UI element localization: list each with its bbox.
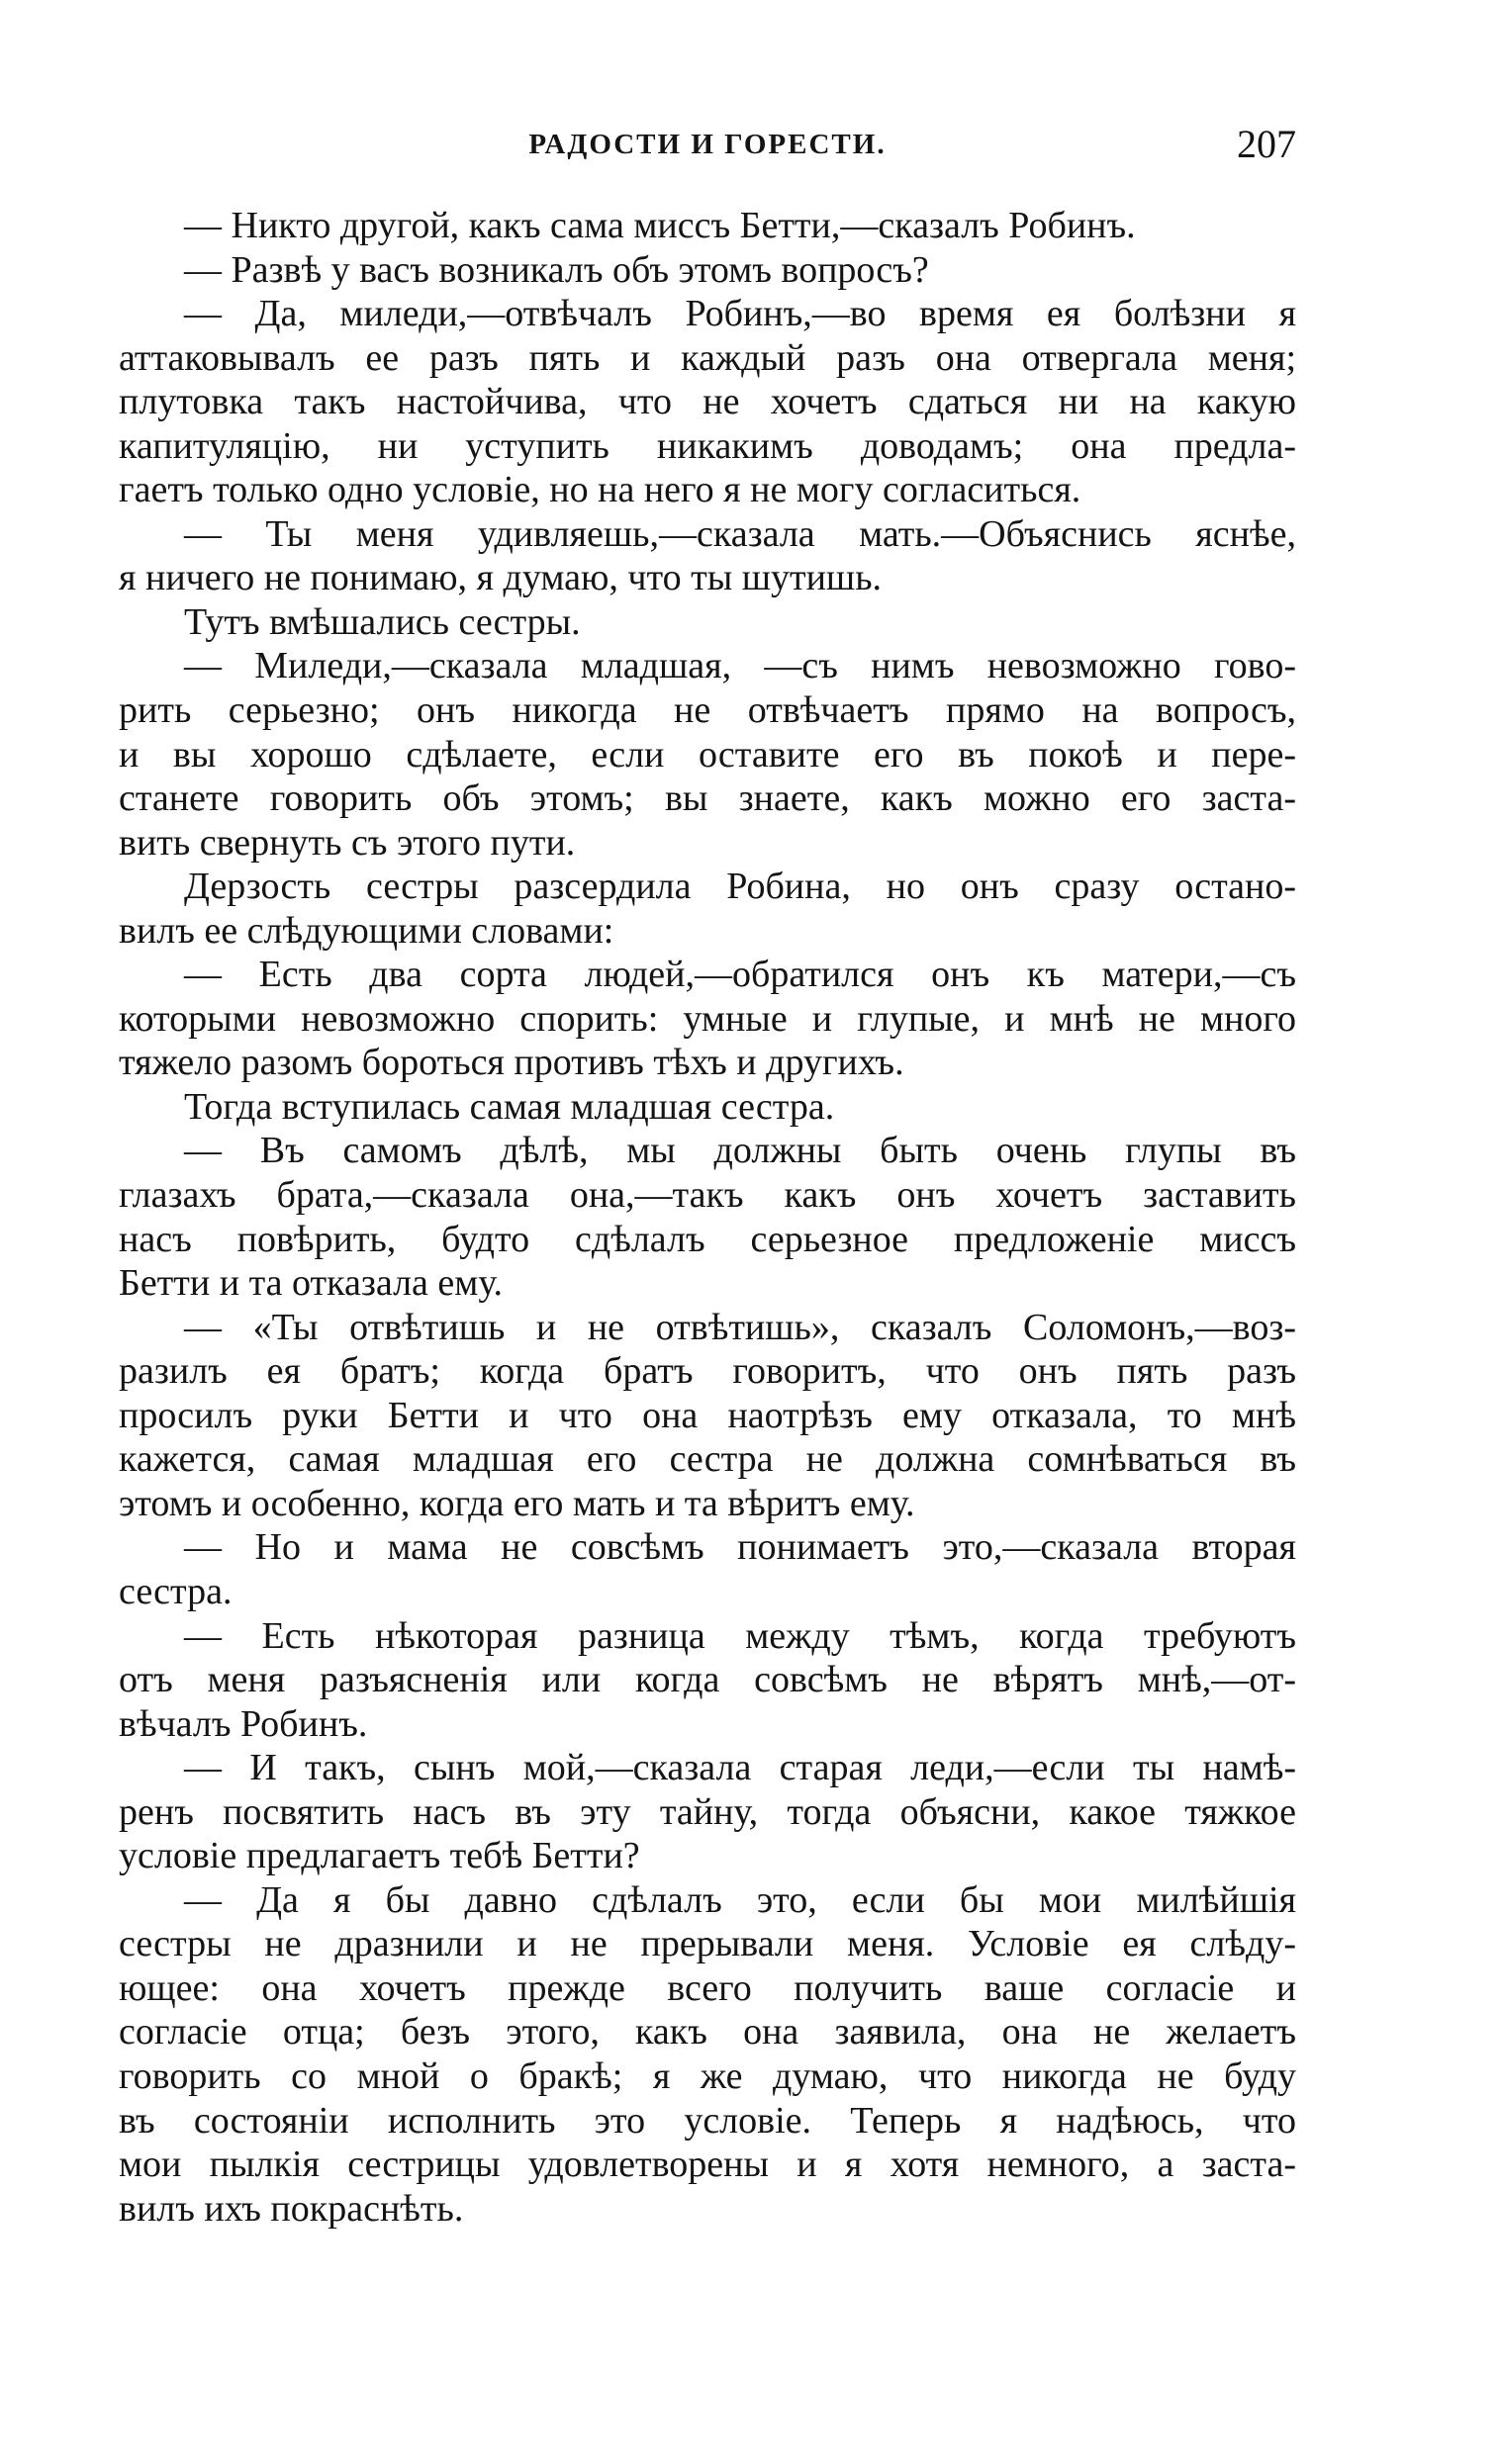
text-line: вить свернуть съ этого пути. bbox=[119, 821, 576, 864]
text-line: Дерзость сестры разсердила Робина, но онъ сразу остано- bbox=[184, 866, 1296, 908]
text-line: тяжело разомъ бороться противъ тѣхъ и другихъ. bbox=[119, 1042, 904, 1084]
text-line: этомъ и особенно, когда его мать и та вѣритъ ему. bbox=[119, 1482, 915, 1524]
text-line: вилъ ихъ покраснѣть. bbox=[119, 2187, 464, 2230]
text-line: въ состояніи исполнить это условіе. Теперь я надѣюсь, что bbox=[119, 2099, 1296, 2142]
text-line: Тутъ вмѣшались сестры. bbox=[184, 600, 581, 643]
text-line: — Да я бы давно сдѣлалъ это, если бы мои милѣйшія bbox=[184, 1878, 1296, 1921]
text-line: — Никто другой, какъ сама миссъ Бетти,—сказалъ Робинъ. bbox=[184, 205, 1136, 246]
text-line: Бетти и та отказала ему. bbox=[119, 1262, 504, 1305]
text-line: — Да, миледи,—отвѣчалъ Робинъ,—во время ея болѣзни я bbox=[184, 293, 1296, 335]
text-line: просилъ руки Бетти и что она наотрѣзъ ему отказала, то мнѣ bbox=[119, 1394, 1296, 1436]
text-line: условіе предлагаетъ тебѣ Бетти? bbox=[119, 1835, 640, 1877]
text-line: ющее: она хочетъ прежде всего получить ваше согласіе и bbox=[119, 1966, 1296, 2009]
running-title: РАДОСТИ И ГОРЕСТИ. bbox=[528, 129, 887, 160]
text-line: аттаковывалъ ее разъ пять и каждый разъ она отвергала меня; bbox=[119, 336, 1296, 379]
text-line: — Развѣ у васъ возникалъ объ этомъ вопросъ? bbox=[184, 248, 929, 291]
text-line: — И такъ, сынъ мой,—сказала старая леди,—если ты намѣ- bbox=[184, 1747, 1296, 1789]
text-line: вѣчалъ Робинъ. bbox=[119, 1702, 368, 1745]
text-line: — Есть два сорта людей,—обратился онъ къ матери,—съ bbox=[184, 954, 1296, 996]
text-line: рить серьезно; онъ никогда не отвѣчаетъ прямо на вопросъ, bbox=[119, 689, 1296, 732]
text-line: — Миледи,—сказала младшая, —съ нимъ невозможно гово- bbox=[184, 645, 1296, 687]
text-line: гаетъ только одно условіе, но на него я не могу согласиться. bbox=[119, 469, 1081, 511]
text-line: и вы хорошо сдѣлаете, если оставите его въ покоѣ и пере- bbox=[119, 733, 1296, 776]
text-line: отъ меня разъясненія или когда совсѣмъ не вѣрятъ мнѣ,—от- bbox=[119, 1659, 1296, 1701]
text-line: я ничего не понимаю, я думаю, что ты шутишь. bbox=[119, 557, 883, 599]
text-line: станете говорить объ этомъ; вы знаете, какъ можно его заста- bbox=[119, 777, 1296, 820]
page-header bbox=[119, 121, 1296, 182]
text-line: — Ты меня удивляешь,—сказала мать.—Объяснись яснѣе, bbox=[184, 512, 1296, 555]
body-text bbox=[119, 204, 1296, 2231]
text-line: согласіе отца; безъ этого, какъ она заявила, она не желаетъ bbox=[119, 2011, 1296, 2053]
text-line: глазахъ брата,—сказала она,—такъ какъ онъ хочетъ заставить bbox=[119, 1174, 1296, 1217]
text-line: — Есть нѣкоторая разница между тѣмъ, когда требуютъ bbox=[184, 1614, 1296, 1657]
text-line: — Но и мама не совсѣмъ понимаетъ это,—сказала вторая bbox=[184, 1526, 1296, 1569]
text-line: насъ повѣрить, будто сдѣлалъ серьезное предложеніе миссъ bbox=[119, 1218, 1296, 1260]
text-line: разилъ ея братъ; когда братъ говоритъ, что онъ пять разъ bbox=[119, 1350, 1296, 1393]
page-number: 207 bbox=[1237, 122, 1296, 166]
text-line: — Въ самомъ дѣлѣ, мы должны быть очень глупы въ bbox=[184, 1130, 1296, 1172]
text-line: — «Ты отвѣтишь и не отвѣтишь», сказалъ Соломонъ,—воз- bbox=[184, 1306, 1296, 1348]
text-line: сестры не дразнили и не прерывали меня. Условіе ея слѣду- bbox=[119, 1923, 1296, 1965]
text-line: говорить со мной о бракѣ; я же думаю, что никогда не буду bbox=[119, 2054, 1296, 2097]
text-line: мои пылкія сестрицы удовлетворены и я хотя немного, а заста- bbox=[119, 2144, 1296, 2186]
text-line: которыми невозможно спорить: умные и глупые, и мнѣ не много bbox=[119, 997, 1296, 1040]
text-line: капитуляцію, ни уступить никакимъ доводамъ; она предла- bbox=[119, 424, 1296, 467]
text-line: кажется, самая младшая его сестра не должна сомнѣваться въ bbox=[119, 1438, 1296, 1481]
text-line: Тогда вступилась самая младшая сестра. bbox=[184, 1085, 835, 1128]
text-line: плутовка такъ настойчива, что не хочетъ сдаться ни на какую bbox=[119, 381, 1296, 423]
text-line: сестра. bbox=[119, 1570, 233, 1612]
book-page bbox=[119, 121, 1296, 2231]
text-line: ренъ посвятить насъ въ эту тайну, тогда объясни, какое тяжкое bbox=[119, 1790, 1296, 1833]
text-line: вилъ ее слѣдующими словами: bbox=[119, 909, 614, 952]
